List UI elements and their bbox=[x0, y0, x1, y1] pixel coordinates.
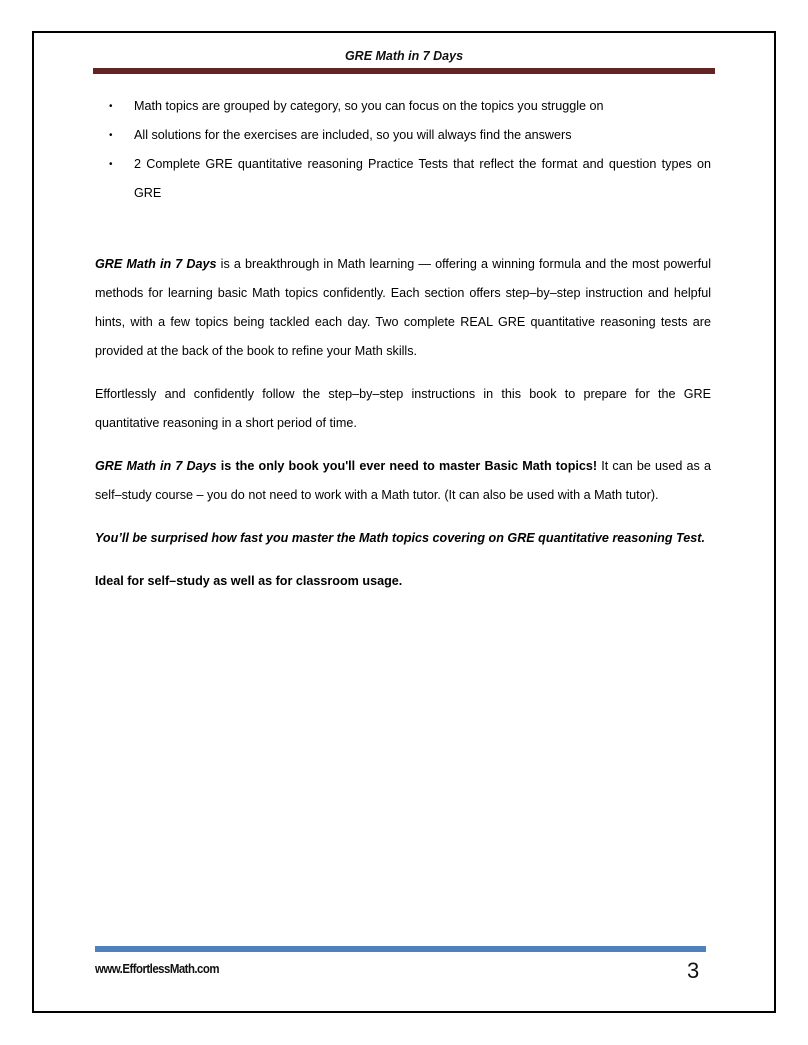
running-header-title: GRE Math in 7 Days bbox=[344, 49, 464, 63]
bullet-item bbox=[95, 92, 711, 121]
book-title-emphasis: GRE Math in 7 Days bbox=[95, 257, 217, 271]
header-rule bbox=[93, 68, 715, 74]
page-number: 3 bbox=[687, 958, 700, 983]
surprised-paragraph: You’ll be surprised how fast you master the Math topics covering on GRE quantitative reasoning Test. bbox=[95, 531, 705, 545]
footer-rule bbox=[95, 946, 706, 952]
page-content bbox=[95, 92, 711, 596]
bullet-icon: • bbox=[109, 101, 113, 112]
feature-bullet-list bbox=[95, 92, 711, 208]
follow-paragraph: Effortlessly and confidently follow the step–by–step instructions in this book to prepare for the GRE quantitative reasoning in a short period of time. bbox=[95, 387, 711, 430]
book-title-emphasis: GRE Math in 7 Days bbox=[95, 459, 217, 473]
intro-text: is a breakthrough in Math learning — offering a winning formula and the most powerful methods for learning basic Math topics confidently. Each section offers step–by–step instruction and helpful hints, with a few topics being tackled each day. Two complete REAL GRE quantitative reasoning tests are provided at the back of the book to refine your Math skills. bbox=[95, 257, 711, 358]
bullet-item bbox=[95, 150, 711, 208]
ideal-paragraph: Ideal for self–study as well as for classroom usage. bbox=[95, 574, 403, 588]
only-book-text: It can be used as a self–study course – you do not need to work with a Math tutor. (It can also be used with a Math tutor). bbox=[95, 459, 711, 502]
footer-website: www.EffortlessMath.com bbox=[95, 961, 219, 976]
bullet-text: All solutions for the exercises are included, so you will always find the answers bbox=[134, 128, 572, 142]
only-book-bold-text: is the only book you'll ever need to master Basic Math topics! bbox=[216, 459, 598, 473]
bullet-icon: • bbox=[109, 130, 113, 141]
bullet-text: Math topics are grouped by category, so you can focus on the topics you struggle on bbox=[134, 99, 604, 113]
bullet-item bbox=[95, 121, 711, 150]
only-book-paragraph bbox=[95, 452, 711, 510]
bullet-icon: • bbox=[109, 159, 113, 170]
intro-paragraph bbox=[95, 250, 711, 366]
bullet-text: 2 Complete GRE quantitative reasoning Practice Tests that reflect the format and question types on GRE bbox=[134, 157, 711, 200]
